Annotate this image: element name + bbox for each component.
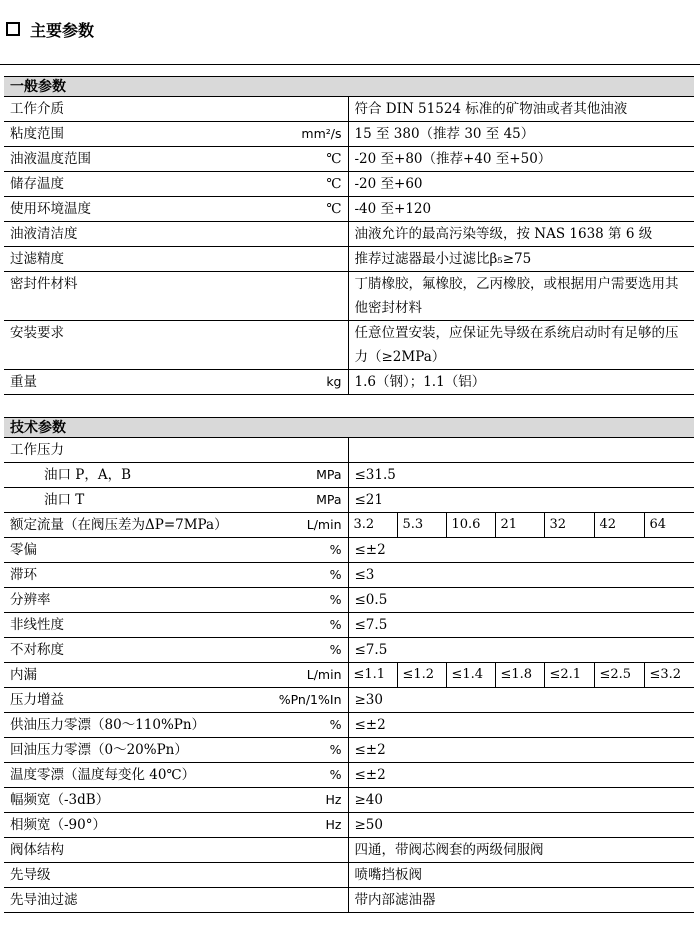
- param-name-text: 温度零漂（温度每变化 40℃）: [10, 767, 196, 783]
- param-name: 过滤精度: [4, 247, 348, 272]
- param-unit: %: [329, 767, 342, 782]
- param-unit: %: [329, 567, 342, 582]
- param-name: [4, 513, 348, 538]
- param-unit: %: [329, 642, 342, 657]
- param-name: [4, 172, 348, 197]
- flow-value: 32: [544, 513, 594, 538]
- param-value: ≤±2: [348, 713, 694, 738]
- table-row: [4, 613, 694, 638]
- table-row: [4, 813, 694, 838]
- param-unit: ℃: [326, 176, 342, 192]
- param-name-text: 油口 T: [44, 492, 85, 508]
- param-name-text: 零偏: [10, 542, 37, 558]
- param-name-text: 分辨率: [10, 592, 51, 608]
- flow-value: 64: [644, 513, 694, 538]
- param-value: ≤21: [348, 488, 694, 513]
- table-row: [4, 763, 694, 788]
- table-row: [4, 538, 694, 563]
- param-value: ≤0.5: [348, 588, 694, 613]
- param-unit: ℃: [326, 201, 342, 217]
- param-name: [4, 738, 348, 763]
- leakage-value: ≤3.2: [644, 663, 694, 688]
- param-name: [4, 197, 348, 222]
- table-row: [4, 438, 694, 463]
- param-name: [4, 813, 348, 838]
- param-name-text: 使用环境温度: [10, 201, 91, 217]
- table-row: [4, 788, 694, 813]
- param-name: [4, 370, 348, 395]
- param-name: [4, 713, 348, 738]
- param-name-text: 重量: [10, 374, 37, 390]
- leakage-value: ≤1.8: [495, 663, 544, 688]
- leakage-value: ≤1.2: [397, 663, 446, 688]
- table-row: [4, 321, 694, 370]
- table-row: [4, 172, 694, 197]
- table-row: [4, 463, 694, 488]
- table-row: [4, 563, 694, 588]
- param-unit: L/min: [306, 667, 342, 682]
- param-value: 带内部滤油器: [348, 888, 694, 913]
- heading-divider: [0, 64, 700, 65]
- param-name: [4, 122, 348, 147]
- table-row: [4, 122, 694, 147]
- param-name: [4, 788, 348, 813]
- param-name-text: 幅频宽（-3dB）: [10, 792, 110, 808]
- param-name-text: 相频宽（-90°）: [10, 817, 106, 833]
- flow-value: 10.6: [446, 513, 495, 538]
- param-name-text: 压力增益: [10, 692, 64, 708]
- param-value: ≥40: [348, 788, 694, 813]
- param-name: [4, 463, 348, 488]
- param-name: [4, 688, 348, 713]
- table-row: [4, 222, 694, 247]
- param-name-text: 油口 P，A，B: [44, 467, 132, 483]
- leakage-value: ≤2.5: [594, 663, 644, 688]
- param-unit: %: [329, 717, 342, 732]
- table-row: [4, 147, 694, 172]
- param-value: ≤±2: [348, 738, 694, 763]
- param-value: ≤7.5: [348, 613, 694, 638]
- param-name: 阀体结构: [4, 838, 348, 863]
- param-unit: Hz: [325, 817, 342, 832]
- section-heading-text: 主要参数: [30, 20, 95, 40]
- param-unit: %: [329, 542, 342, 557]
- param-name-text: 粘度范围: [10, 126, 64, 142]
- param-unit: %: [329, 742, 342, 757]
- param-value: ≥50: [348, 813, 694, 838]
- table-row: [4, 272, 694, 321]
- param-value: -20 至+60: [348, 172, 694, 197]
- param-name: [4, 538, 348, 563]
- param-name: [4, 563, 348, 588]
- param-name: [4, 588, 348, 613]
- table-row: [4, 863, 694, 888]
- param-name-text: 内漏: [10, 667, 37, 683]
- leakage-value: ≤2.1: [544, 663, 594, 688]
- param-value: 符合 DIN 51524 标准的矿物油或者其他油液: [348, 97, 694, 122]
- table-row: [4, 370, 694, 395]
- param-name: 密封件材料: [4, 272, 348, 321]
- param-name: 工作介质: [4, 97, 348, 122]
- table-row: [4, 688, 694, 713]
- param-value: ≤7.5: [348, 638, 694, 663]
- param-value: ≤±2: [348, 538, 694, 563]
- section-heading: [6, 16, 94, 42]
- flow-value: 42: [594, 513, 644, 538]
- param-value: 四通，带阀芯阀套的两级伺服阀: [348, 838, 694, 863]
- param-unit: L/min: [306, 517, 342, 532]
- param-name-text: 额定流量（在阀压差为ΔP=7MPa）: [10, 517, 228, 533]
- flow-value: 21: [495, 513, 544, 538]
- table-row: [4, 513, 694, 538]
- table-row: [4, 713, 694, 738]
- param-name: [4, 763, 348, 788]
- table-row: [4, 247, 694, 272]
- param-name: 油液清洁度: [4, 222, 348, 247]
- param-unit: %: [329, 617, 342, 632]
- flow-value: 3.2: [348, 513, 397, 538]
- param-value: 丁腈橡胶，氟橡胶，乙丙橡胶，或根据用户需要选用其他密封材料: [348, 272, 694, 321]
- param-name: [4, 663, 348, 688]
- param-name-text: 滞环: [10, 567, 37, 583]
- param-value: 15 至 380（推荐 30 至 45）: [348, 122, 694, 147]
- param-value: 任意位置安装，应保证先导级在系统启动时有足够的压力（≥2MPa）: [348, 321, 694, 370]
- param-name: [4, 613, 348, 638]
- table-row: [4, 888, 694, 913]
- param-name-text: 油液温度范围: [10, 151, 91, 167]
- table-row: [4, 838, 694, 863]
- param-value: ≥30: [348, 688, 694, 713]
- leakage-value: ≤1.1: [348, 663, 397, 688]
- flow-value: 5.3: [397, 513, 446, 538]
- param-name: [4, 147, 348, 172]
- param-unit: kg: [326, 374, 342, 389]
- param-unit: MPa: [316, 492, 342, 507]
- general-params-title: 一般参数: [4, 76, 694, 97]
- param-value: ≤3: [348, 563, 694, 588]
- leakage-value: ≤1.4: [446, 663, 495, 688]
- param-unit: %Pn/1%In: [278, 692, 342, 707]
- param-value: 1.6（钢）；1.1（铝）: [348, 370, 694, 395]
- param-unit: ℃: [326, 151, 342, 167]
- param-value: ≤±2: [348, 763, 694, 788]
- table-row: [4, 97, 694, 122]
- param-unit: %: [329, 592, 342, 607]
- param-value: 喷嘴挡板阀: [348, 863, 694, 888]
- table-row: [4, 588, 694, 613]
- param-name: [4, 638, 348, 663]
- param-value: ≤31.5: [348, 463, 694, 488]
- param-value: [348, 438, 694, 463]
- table-row: [4, 638, 694, 663]
- param-name-text: 供油压力零漂（80～110%Pn）: [10, 717, 206, 733]
- param-name: 工作压力: [4, 438, 348, 463]
- param-value: -40 至+120: [348, 197, 694, 222]
- general-params-table: [4, 97, 694, 395]
- param-name: [4, 488, 348, 513]
- param-name: 先导油过滤: [4, 888, 348, 913]
- param-unit: mm²/s: [301, 126, 342, 141]
- technical-params-title: 技术参数: [4, 417, 694, 438]
- param-value: 推荐过滤器最小过滤比β₅≥75: [348, 247, 694, 272]
- table-row: [4, 738, 694, 763]
- param-name-text: 储存温度: [10, 176, 64, 192]
- param-name: 安装要求: [4, 321, 348, 370]
- technical-params-table: [4, 438, 694, 913]
- table-row: [4, 488, 694, 513]
- param-unit: MPa: [316, 467, 342, 482]
- checkbox-square-icon: [6, 22, 20, 36]
- param-name-text: 非线性度: [10, 617, 64, 633]
- param-value: 油液允许的最高污染等级，按 NAS 1638 第 6 级: [348, 222, 694, 247]
- param-name-text: 回油压力零漂（0～20%Pn）: [10, 742, 188, 758]
- table-row: [4, 197, 694, 222]
- param-value: -20 至+80（推荐+40 至+50）: [348, 147, 694, 172]
- param-unit: Hz: [325, 792, 342, 807]
- param-name-text: 不对称度: [10, 642, 64, 658]
- table-row: [4, 663, 694, 688]
- param-name: 先导级: [4, 863, 348, 888]
